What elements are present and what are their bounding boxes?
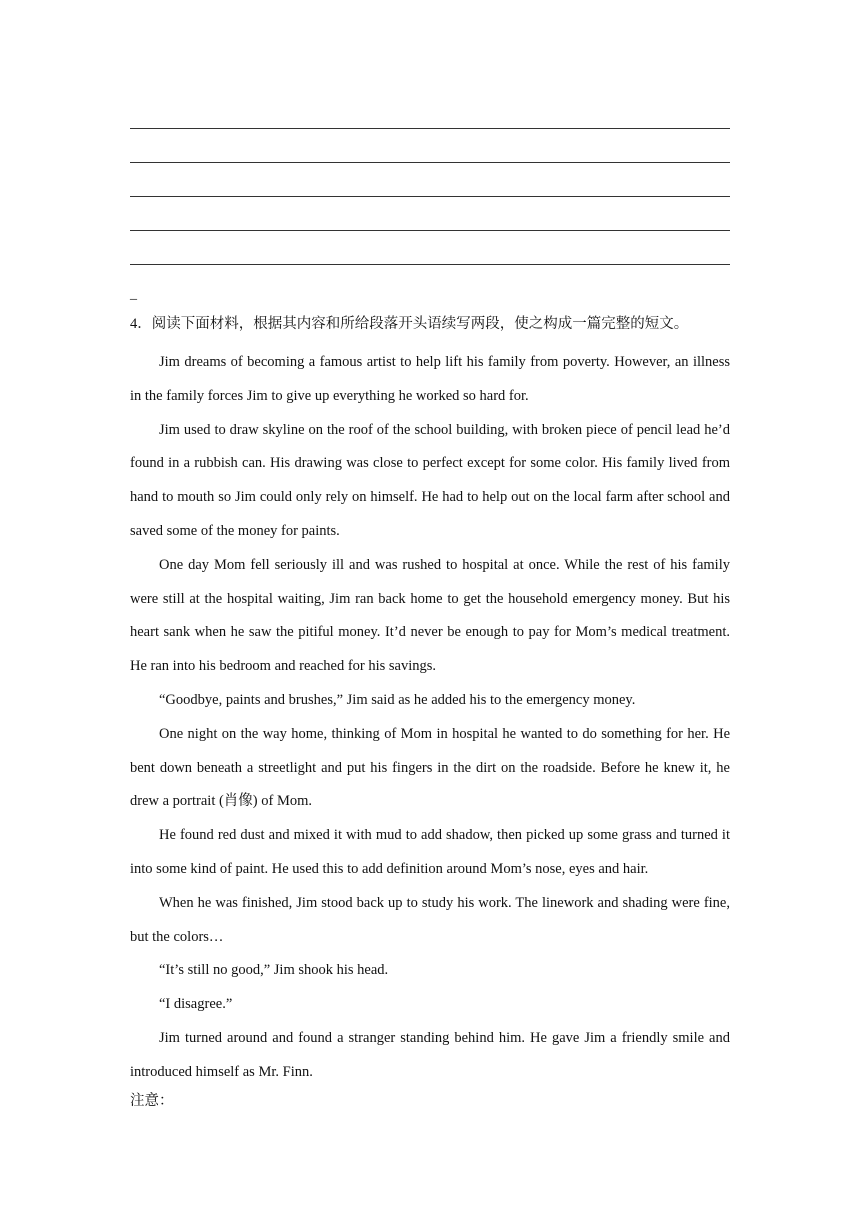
passage-paragraph: Jim turned around and found a stranger standing behind him. He gave Jim a friendly smile and introduced himself as Mr. Finn. — [130, 1029, 730, 1080]
passage-paragraph: “It’s still no good,” Jim shook his head. — [159, 962, 389, 979]
passage-paragraph: When he was finished, Jim stood back up to study his work. The linework and shading were fine, but the colors… — [130, 894, 730, 945]
answer-line — [130, 230, 730, 231]
passage-paragraph: “I disagree.” — [159, 996, 233, 1013]
passage-paragraph: Jim dreams of becoming a famous artist to help lift his family from poverty. However, an illness in the family forces Jim to give up everything he worked so hard for. — [130, 354, 730, 404]
answer-line — [130, 264, 730, 265]
question-header — [130, 314, 740, 334]
answer-line — [130, 162, 730, 163]
answer-line — [130, 128, 730, 129]
passage-paragraph: He found red dust and mixed it with mud to add shadow, then picked up some grass and turned it into some kind of paint. He used this to add definition around Mom’s nose, eyes and hair. — [130, 827, 730, 877]
passage-paragraph: “Goodbye, paints and brushes,” Jim said as he added his to the emergency money. — [159, 691, 636, 708]
question-instruction: 阅读下面材料，根据其内容和所给段落开头语续写两段，使之构成一篇完整的短文。 — [151, 316, 689, 332]
answer-line-stub: _ — [130, 287, 137, 302]
passage-paragraph: Jim used to draw skyline on the roof of the school building, with broken piece of pencil lead he’d found in a rubbish can. His drawing was close to perfect except for some color. His family lived from hand to mouth so Jim could only rely on himself. He had to help out on the local farm after school and saved some of the money for paints. — [130, 421, 730, 539]
passage-paragraph: One day Mom fell seriously ill and was rushed to hospital at once. While the rest of his family were still at the hospital waiting, Jim ran back home to get the household emergency money. But his heart sank when he saw the pitiful money. It’d never be enough to pay for Mom’s medical treatment. He ran into his bedroom and reached for his savings. — [130, 556, 730, 675]
answer-line — [130, 196, 730, 197]
note-label: 注意： — [130, 1093, 174, 1109]
passage-paragraph: One night on the way home, thinking of Mom in hospital he wanted to do something for her. He bent down beneath a streetlight and put his fingers in the dirt on the roadside. Before he knew it, he drew a portrait (肖像) of Mom. — [130, 725, 730, 810]
question-number: 4． — [130, 316, 152, 332]
reading-passage — [130, 346, 730, 1090]
